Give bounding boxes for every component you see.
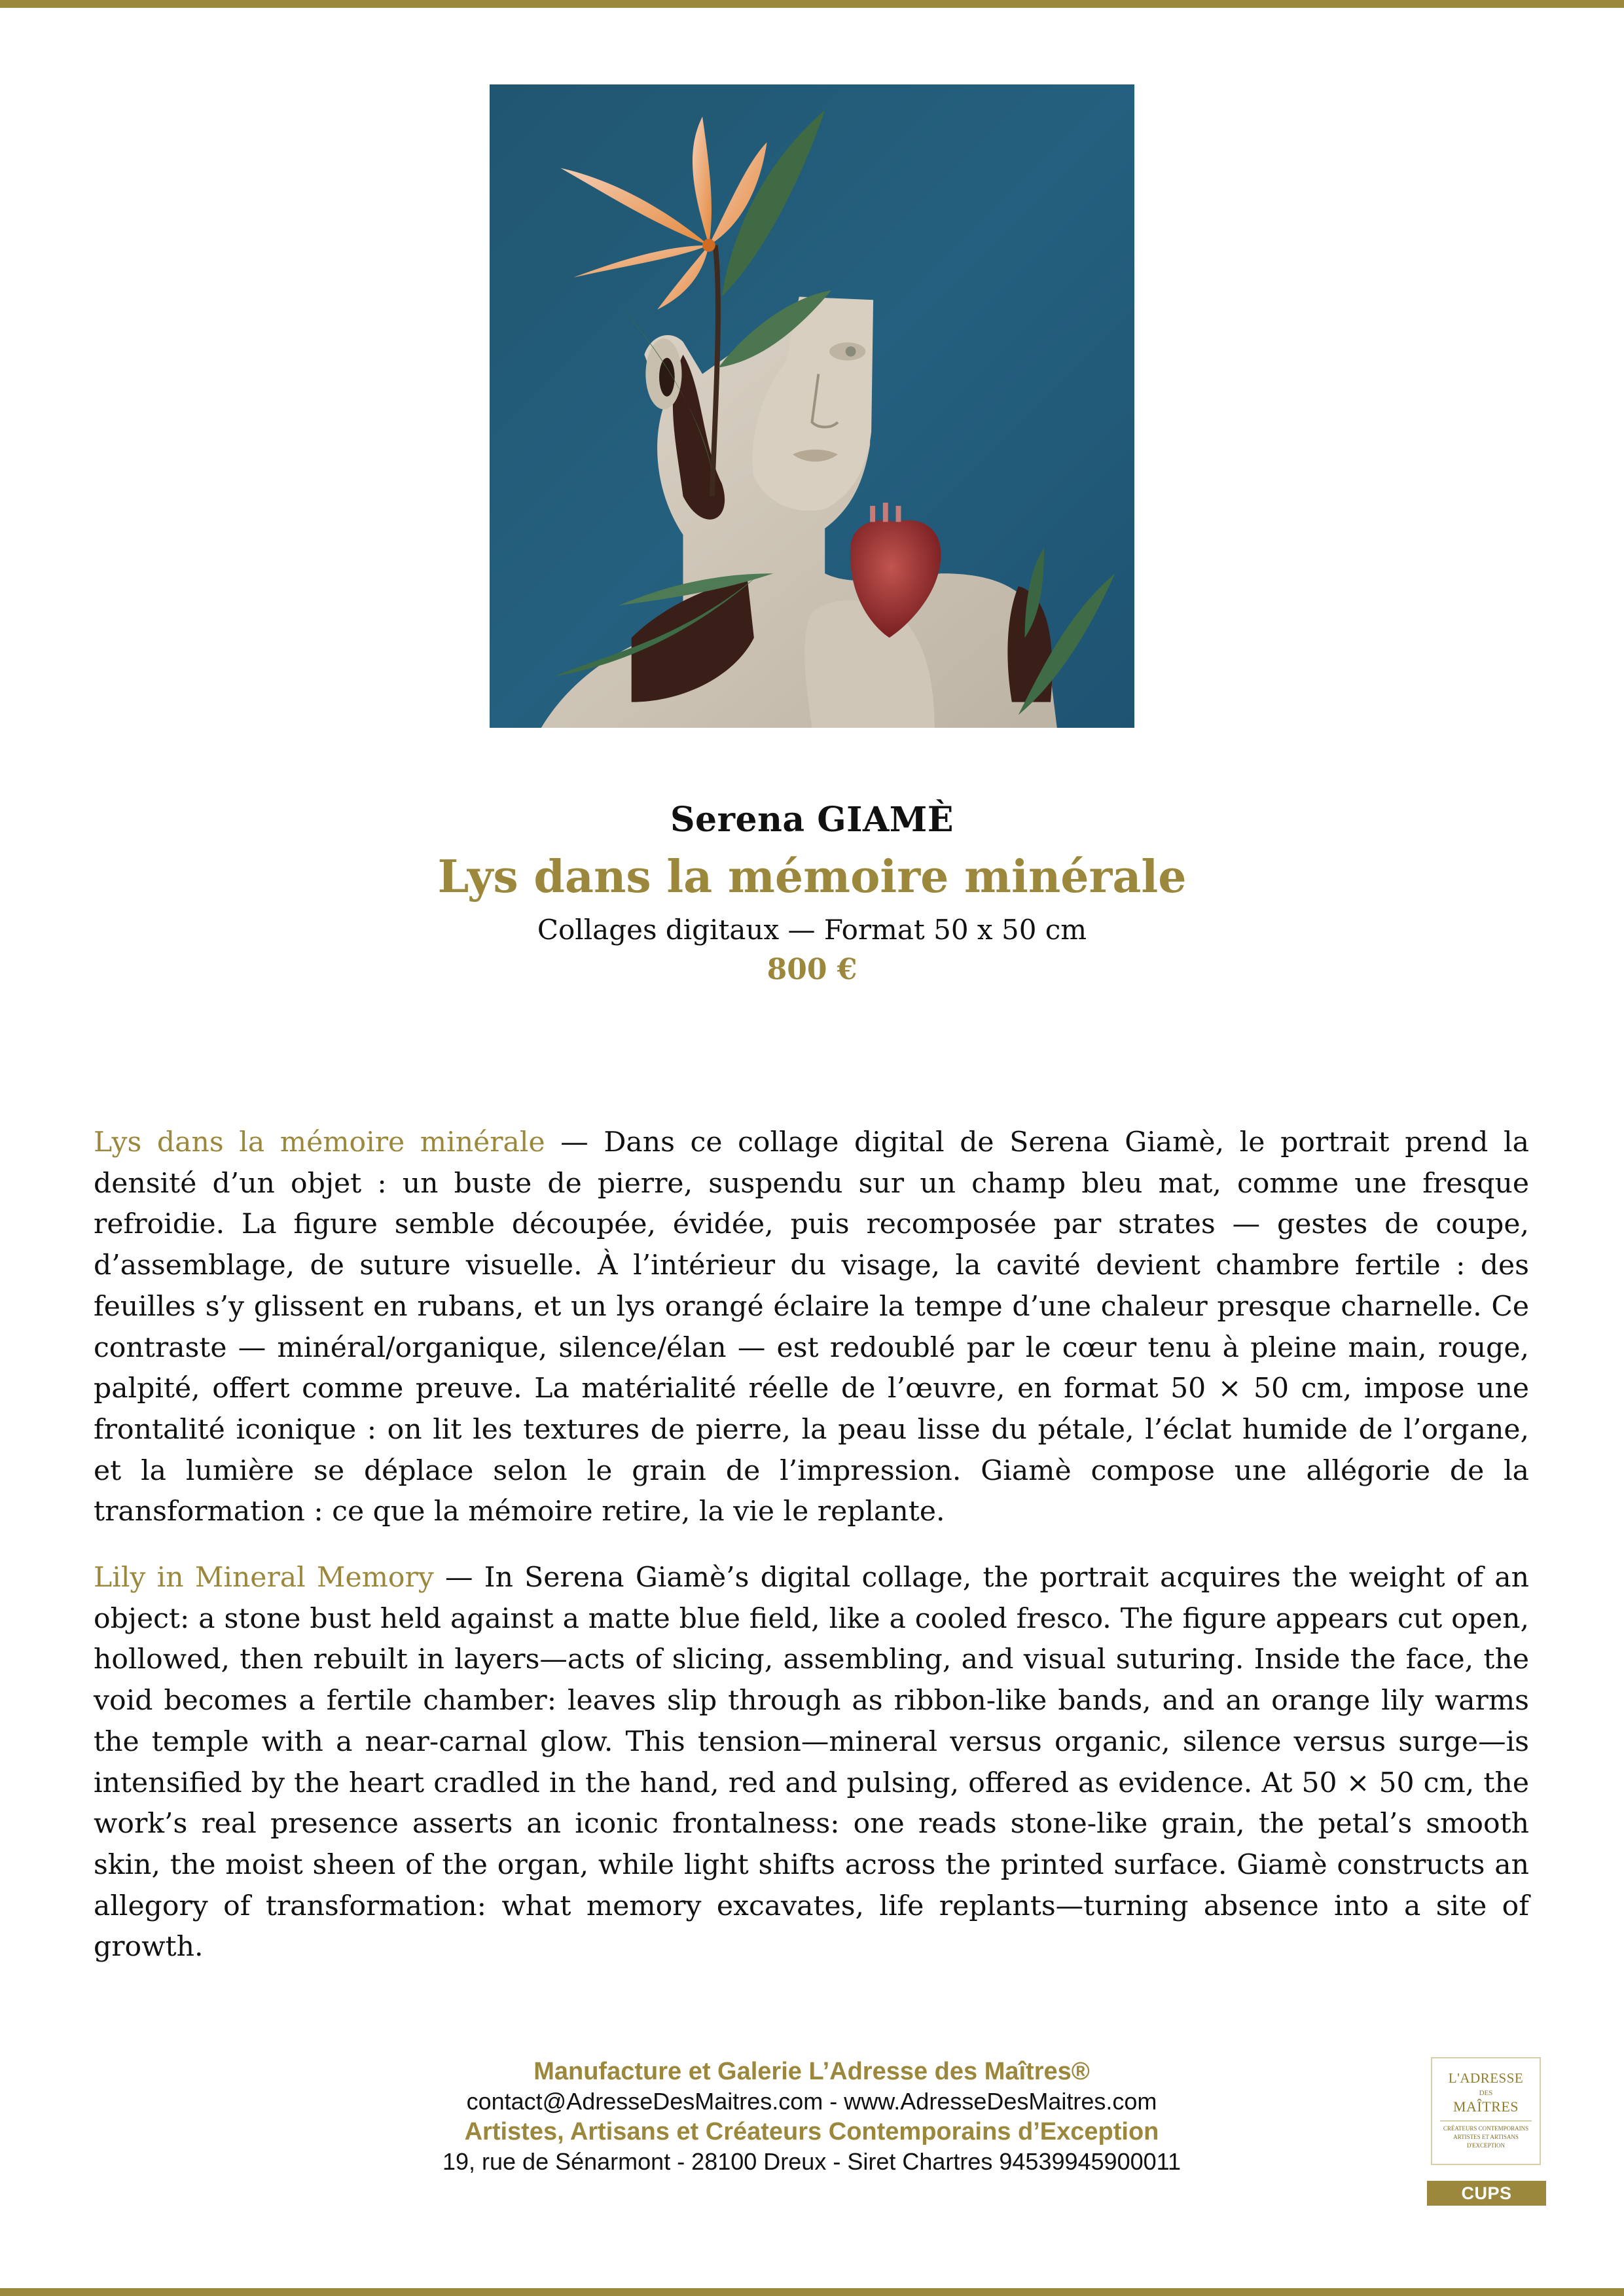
logo-line-des: DES [1479,2089,1493,2097]
artwork-medium-format: Collages digitaux — Format 50 x 50 cm [537,914,1087,946]
logo-line-ladresse: L'ADRESSE [1448,2070,1524,2086]
footer-contact-links[interactable]: contact@AdresseDesMaitres.com - www.AdresseDesMaitres.com [466,2088,1157,2115]
top-accent-bar [0,0,1624,8]
logo-line-maitres: MAÎTRES [1453,2098,1519,2115]
artwork-collage-illustration [490,84,1134,728]
bottom-accent-bar [0,2288,1624,2296]
logo-sub-line-2: ARTISTES ET ARTISANS [1453,2134,1519,2140]
description-french-lead: Lys dans la mémoire minérale [94,1126,545,1158]
description-english [94,1558,1529,1968]
artwork-title: Lys dans la mémoire minérale [437,851,1187,903]
logo-sub-line-1: CRÉATEURS CONTEMPORAINS [1443,2125,1529,2132]
description-french-body: — Dans ce collage digital de Serena Giamè, le portrait prend la densité d’un objet : un buste de pierre, suspendu sur un champ bleu mat, comme une fresque refroidie. La figure semble découpée, évidée, puis recomposée par strates — gestes de coupe, d’assemblage, de suture visuelle. À l’intérieur du visage, la cavité devient chambre fertile : des feuilles s’y glissent en rubans, et un lys orangé éclaire la tempe d’une chaleur presque charnelle. Ce contraste — minéral/organique, silence/élan — est redoublé par le cœur tenu à pleine main, rouge, palpité, offert comme preuve. La matérialité réelle de l’œuvre, en format 50 × 50 cm, impose une frontalité iconique : on lit les textures de pierre, la peau lisse du pétale, l’éclat humide de l’organe, et la lumière se déplace selon le grain de l’impression. Giamè compose une allégorie de la transformation : ce que la mémoire retire, la vie le replante. [94,1126,1529,1528]
footer-company-name: Manufacture et Galerie L’Adresse des Maîtres® [533,2058,1090,2085]
description-french [94,1122,1529,1533]
footer-tagline: Artistes, Artisans et Créateurs Contemporains d’Exception [464,2118,1159,2145]
artwork-description [94,1122,1529,1993]
footer [353,2056,1270,2177]
footer-address: 19, rue de Sénarmont - 28100 Dreux - Siret Chartres 94539945900011 [442,2148,1182,2175]
artwork-price: 800 € [767,953,857,986]
logo-sub-line-3: D'EXCEPTION [1466,2142,1506,2149]
gallery-logo [1431,2057,1541,2165]
cups-badge: CUPS [1427,2181,1546,2206]
artwork-image [490,84,1134,728]
description-english-lead: Lily in Mineral Memory [94,1562,434,1594]
description-english-body: — In Serena Giamè’s digital collage, the portrait acquires the weight of an object: a stone bust held against a matte blue field, like a cooled fresco. The figure appears cut open, hollowed, then rebuilt in layers—acts of slicing, assembling, and visual suturing. Inside the face, the void becomes a fertile chamber: leaves slip through as ribbon-like bands, and an orange lily warms the temple with a near-carnal glow. This tension—mineral versus organic, silence versus surge—is intensified by the heart cradled in the hand, red and pulsing, offered as evidence. At 50 × 50 cm, the work’s real presence asserts an iconic frontalness: one reads stone-like grain, the petal’s smooth skin, the moist sheen of the organ, while light shifts across the printed surface. Giamè constructs an allegory of transformation: what memory excavates, life replants—turning absence into a site of growth. [94,1562,1529,1964]
artist-name: Serena GIAMÈ [670,800,954,840]
